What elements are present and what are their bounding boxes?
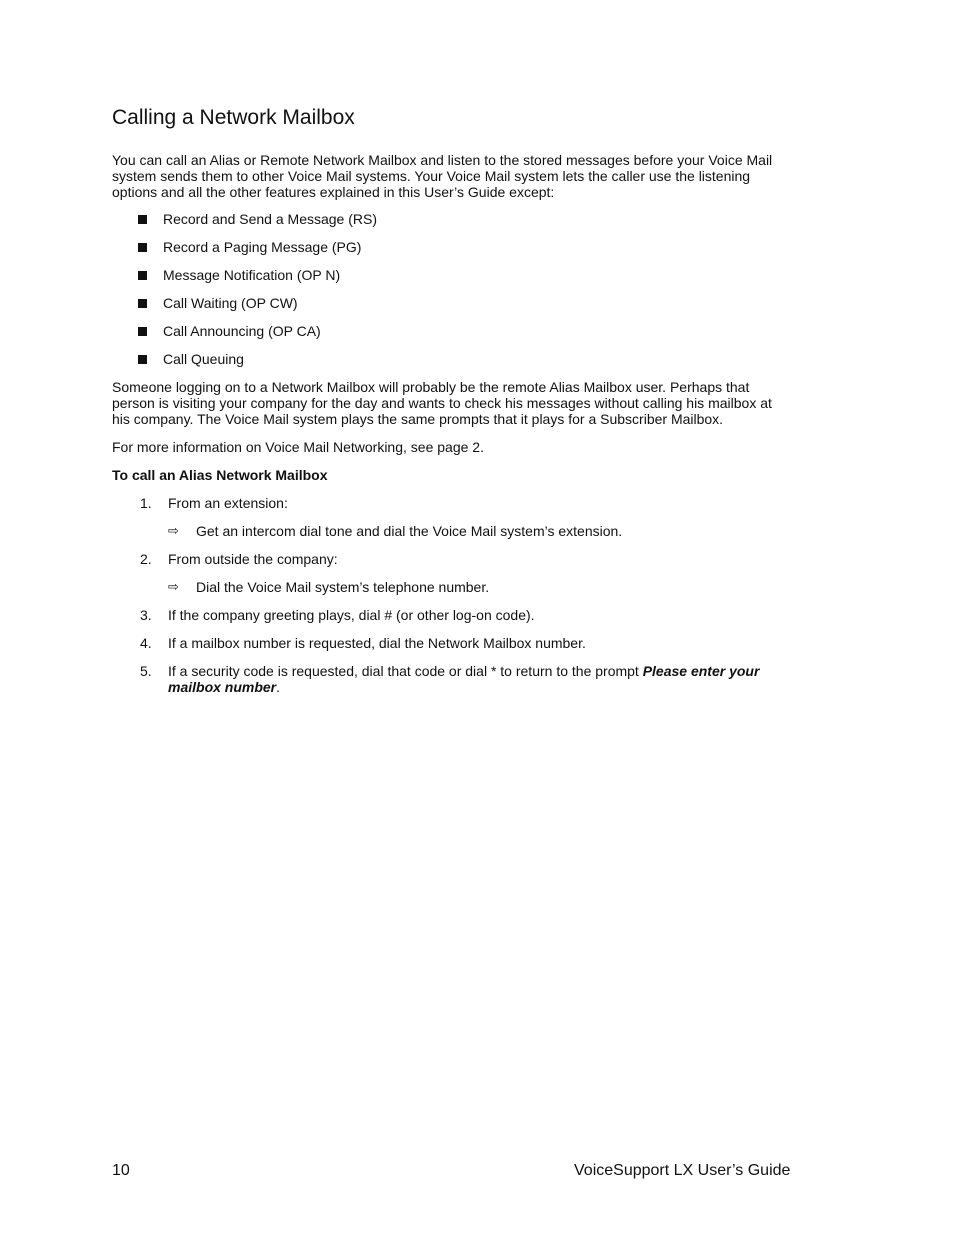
step-number: 5. (140, 663, 152, 679)
list-item (138, 239, 361, 255)
step-item (140, 551, 780, 567)
list-item (138, 323, 321, 339)
square-bullet-icon (138, 271, 147, 280)
list-item-text: Message Notification (OP N) (163, 267, 341, 283)
step-number: 1. (140, 495, 152, 511)
step-item (140, 635, 780, 651)
sub-step-item (168, 523, 622, 539)
page-title: Calling a Network Mailbox (112, 106, 355, 129)
step-text (168, 663, 780, 695)
list-item-text: Call Queuing (163, 351, 244, 367)
list-item-text: Record a Paging Message (PG) (163, 239, 362, 255)
sub-step-text: Get an intercom dial tone and dial the Voice Mail system’s extension. (196, 523, 623, 539)
arrow-right-icon: ⇨ (168, 523, 179, 538)
sub-step-text: Dial the Voice Mail system’s telephone number. (196, 579, 490, 595)
intro-paragraph: You can call an Alias or Remote Network Mailbox and listen to the stored messages before your Voice Mail system sends them to other Voice Mail systems. Your Voice Mail system lets the caller use the listening options and all the other features explained in this User’s Guide except: (112, 152, 773, 200)
step-text-end: . (276, 679, 281, 695)
prompt-emphasis: Please enter your mailbox number (168, 663, 760, 695)
square-bullet-icon (138, 327, 147, 336)
step-number: 4. (140, 635, 152, 651)
step-number: 2. (140, 551, 152, 567)
list-item-text: Record and Send a Message (RS) (163, 211, 377, 227)
step-text: From an extension: (168, 495, 288, 511)
list-item (138, 211, 377, 227)
list-item (138, 351, 244, 367)
square-bullet-icon (138, 355, 147, 364)
body-paragraph: Someone logging on to a Network Mailbox will probably be the remote Alias Mailbox user. Perhaps that person is visiting your company for the day and wants to check his messages without calling his mailbox at his company. The Voice Mail system plays the same prompts that it plays for a Subscriber Mailbox. (112, 379, 772, 427)
list-item (138, 267, 340, 283)
footer-guide-title: VoiceSupport LX User’s Guide (574, 1162, 791, 1179)
step-item (140, 663, 780, 695)
list-item (138, 295, 298, 311)
step-text: From outside the company: (168, 551, 338, 567)
square-bullet-icon (138, 243, 147, 252)
page-number: 10 (112, 1162, 130, 1179)
list-item-text: Call Announcing (OP CA) (163, 323, 321, 339)
list-item-text: Call Waiting (OP CW) (163, 295, 298, 311)
step-number: 3. (140, 607, 152, 623)
reference-paragraph: For more information on Voice Mail Networking, see page 2. (112, 439, 484, 455)
procedure-heading: To call an Alias Network Mailbox (112, 467, 328, 483)
arrow-right-icon: ⇨ (168, 579, 179, 594)
square-bullet-icon (138, 215, 147, 224)
square-bullet-icon (138, 299, 147, 308)
sub-step-item (168, 579, 489, 595)
step-text: If the company greeting plays, dial # (or other log-on code). (168, 607, 535, 623)
step-text-main: If a security code is requested, dial that code or dial * to return to the prompt (168, 663, 643, 679)
step-text: If a mailbox number is requested, dial the Network Mailbox number. (168, 635, 586, 651)
step-item (140, 495, 780, 511)
step-item (140, 607, 780, 623)
